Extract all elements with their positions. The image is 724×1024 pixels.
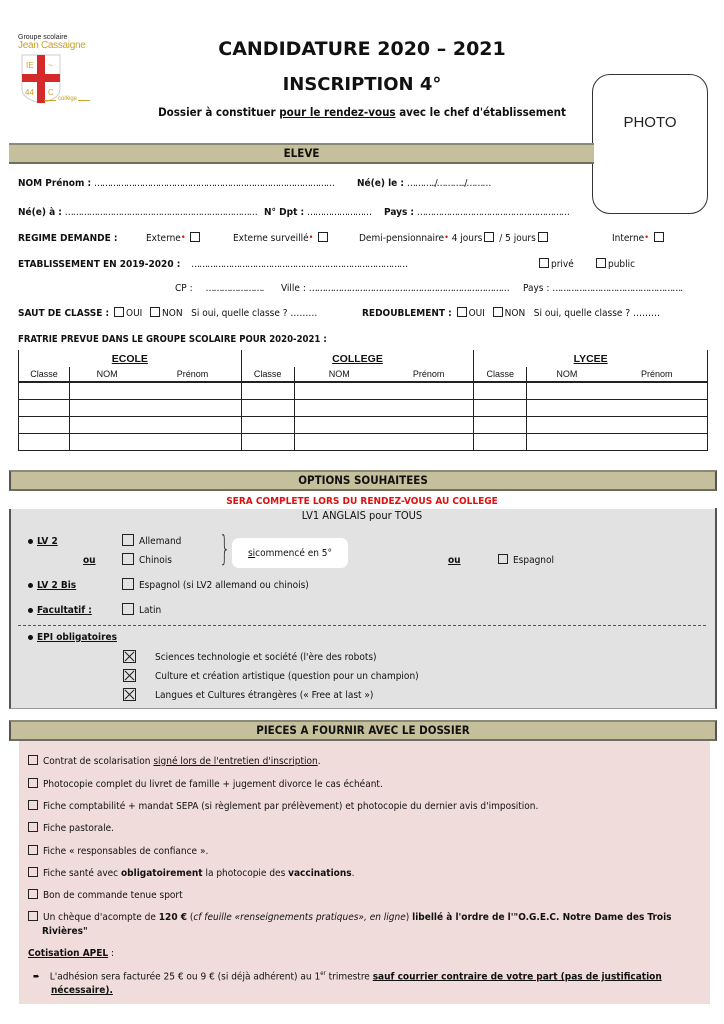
lv2-label: [28, 536, 58, 547]
piece-text-bold: obligatoirement: [121, 868, 203, 879]
piece-item[interactable]: [28, 846, 208, 857]
facultatif-label: [28, 605, 92, 616]
interne-label: Interne: [612, 233, 645, 244]
table-cell[interactable]: [294, 417, 384, 434]
quatre-jours-checkbox[interactable]: [484, 232, 494, 242]
saut-si-oui-field[interactable]: Si oui, quelle classe ? ………: [191, 308, 318, 319]
piece-text: Photocopie complet du livret de famille + jugement divorce le cas échéant.: [43, 779, 383, 790]
fratrie-table: [18, 350, 708, 451]
piece-text-bold: Rivières": [42, 926, 88, 937]
table-cell[interactable]: [527, 382, 607, 400]
piece-text-underlined: signé lors de l'entretien d'inscription: [153, 756, 318, 767]
piece-checkbox[interactable]: [28, 867, 38, 877]
table-cell[interactable]: [241, 382, 294, 400]
epi-label: [28, 632, 117, 643]
brace-icon: }: [219, 529, 231, 569]
dashed-divider: [18, 625, 706, 626]
table-cell[interactable]: [384, 434, 474, 451]
piece-item[interactable]: [28, 890, 183, 901]
table-cell[interactable]: [607, 382, 708, 400]
piece-text: Un chèque d'acompte de: [43, 912, 159, 923]
etablissement-field[interactable]: ………………………………………………………………………: [191, 259, 408, 270]
piece-checkbox[interactable]: [28, 800, 38, 810]
regime-externe[interactable]: [146, 233, 202, 244]
col-prenom: Prénom: [384, 367, 474, 382]
ne-le-label: Né(e) le :: [357, 178, 405, 189]
public-option[interactable]: [594, 259, 635, 270]
ou-label: ou: [448, 555, 461, 566]
externe-surveille-label: Externe surveillé: [233, 233, 309, 244]
apel-sup: er: [320, 970, 326, 977]
si-commence-note: [232, 538, 348, 568]
photo-box[interactable]: [592, 74, 708, 214]
table-row: [19, 382, 708, 400]
logo-college-text: collège: [58, 96, 78, 102]
lv2bis-label: [28, 580, 76, 591]
ou-label: ou: [83, 555, 96, 566]
cp-field[interactable]: ………………….: [205, 283, 264, 294]
table-cell[interactable]: [607, 434, 708, 451]
piece-text: Fiche santé avec: [43, 868, 121, 879]
required-star-icon: •: [180, 233, 186, 243]
table-cell[interactable]: [144, 434, 241, 451]
instruction-underlined: pour le rendez-vous: [279, 105, 396, 119]
externe-checkbox[interactable]: [190, 232, 200, 242]
chinois-checkbox[interactable]: [122, 553, 134, 565]
table-cell[interactable]: [19, 417, 70, 434]
checked-box-icon[interactable]: [123, 669, 136, 682]
table-cell[interactable]: [144, 400, 241, 417]
logo-school-name: Jean Cassaigne: [18, 40, 86, 51]
ne-le-row: [357, 178, 490, 189]
allemand-option[interactable]: [122, 535, 181, 547]
section-banner-options: OPTIONS SOUHAITEES: [9, 470, 717, 491]
latin-option[interactable]: [122, 604, 161, 616]
cinq-jours-checkbox[interactable]: [538, 232, 548, 242]
prive-checkbox[interactable]: [539, 258, 549, 268]
table-cell[interactable]: [69, 417, 144, 434]
allemand-checkbox[interactable]: [122, 534, 134, 546]
etablissement-row: [18, 259, 407, 270]
col-classe: Classe: [241, 367, 294, 382]
saut-oui-label: OUI: [126, 308, 143, 319]
dpt-label: N° Dpt :: [264, 207, 305, 218]
regime-interne[interactable]: [612, 233, 666, 244]
logo-group-text: Groupe scolaire: [18, 34, 68, 41]
table-row: [19, 434, 708, 451]
quatre-jours-label: 4 jours: [451, 233, 483, 244]
redoublement-oui-label: OUI: [468, 308, 485, 319]
svg-text:44: 44: [25, 88, 34, 97]
required-star-icon: •: [308, 233, 314, 243]
table-cell[interactable]: [294, 400, 384, 417]
lv1-heading: LV1 ANGLAIS pour TOUS: [301, 509, 423, 522]
piece-item[interactable]: [28, 801, 538, 812]
lv2bis-option[interactable]: [122, 579, 309, 591]
group-header-college: COLLEGE: [241, 350, 474, 367]
col-nom: NOM: [527, 367, 607, 382]
table-cell[interactable]: [144, 417, 241, 434]
cinq-jours-label: 5 jours: [505, 233, 536, 244]
table-cell[interactable]: [19, 434, 70, 451]
piece-item[interactable]: [28, 779, 383, 790]
apel-text-part: trimestre: [325, 971, 373, 983]
bullet-icon: [28, 635, 33, 640]
piece-text-bold: vaccinations: [288, 868, 352, 879]
ville-field[interactable]: …………………………………………………………………: [308, 283, 509, 294]
apel-text-underlined: sauf courrier contraire de votre part (pas de justification: [372, 971, 662, 983]
lv2bis-option-label: Espagnol (si LV2 allemand ou chinois): [139, 580, 309, 591]
col-classe: Classe: [19, 367, 70, 382]
piece-checkbox[interactable]: [28, 755, 38, 765]
apel-text: [33, 970, 662, 982]
dpt-field[interactable]: ……………………: [306, 207, 371, 218]
checked-box-icon[interactable]: [123, 650, 136, 663]
table-cell[interactable]: [384, 400, 474, 417]
instruction-text: Dossier à constituer: [158, 105, 280, 119]
piece-text: (: [186, 912, 194, 923]
prive-label: privé: [551, 259, 574, 270]
piece-checkbox[interactable]: [28, 822, 38, 832]
piece-text: Bon de commande tenue sport: [43, 890, 183, 901]
si-word: si: [247, 547, 256, 559]
piece-text: Fiche comptabilité + mandat SEPA (si règlement par prélèvement) et photocopie du dernier avis d'imposition.: [43, 801, 539, 812]
lv2-label-text: LV 2: [37, 536, 58, 547]
logo-college-rule: [78, 100, 90, 101]
table-cell[interactable]: [384, 417, 474, 434]
piece-text-italic: cf feuille «renseignements pratiques», en ligne: [193, 912, 406, 923]
svg-text:C: C: [48, 88, 54, 97]
table-cell[interactable]: [144, 382, 241, 400]
redoublement-non-checkbox[interactable]: [493, 307, 503, 317]
redoublement-oui-checkbox[interactable]: [457, 307, 467, 317]
pays2-row: [523, 283, 682, 294]
chinois-option[interactable]: [122, 554, 172, 566]
piece-text: ): [405, 912, 413, 923]
piece-item[interactable]: [28, 756, 321, 767]
table-cell[interactable]: [69, 400, 144, 417]
espagnol-checkbox[interactable]: [498, 554, 508, 564]
externe-surveille-checkbox[interactable]: [318, 232, 328, 242]
checked-box-icon[interactable]: [123, 688, 136, 701]
piece-checkbox[interactable]: [28, 911, 38, 921]
table-cell[interactable]: [19, 382, 70, 400]
table-cell[interactable]: [241, 434, 294, 451]
section-banner-pieces: PIECES A FOURNIR AVEC LE DOSSIER: [9, 720, 717, 741]
group-header-lycee: LYCEE: [474, 350, 708, 367]
epi-item[interactable]: [123, 650, 377, 663]
required-star-icon: •: [444, 233, 449, 243]
table-cell[interactable]: [19, 400, 70, 417]
ville-label: Ville :: [281, 283, 306, 294]
espagnol-label: Espagnol: [513, 555, 555, 566]
piece-text: Contrat de scolarisation: [43, 756, 154, 767]
ne-a-label: Né(e) à :: [18, 207, 62, 218]
table-cell[interactable]: [607, 417, 708, 434]
arrow-icon: ➨: [33, 972, 40, 983]
table-cell[interactable]: [527, 434, 607, 451]
table-cell[interactable]: [527, 417, 607, 434]
ville-row: [281, 283, 509, 294]
epi-item-label: Sciences technologie et société (l'ère des robots): [155, 651, 377, 663]
table-cell[interactable]: [241, 400, 294, 417]
cp-row: [175, 283, 263, 294]
redoublement-row: [362, 308, 660, 319]
instruction-text: avec le chef d'établissement: [395, 105, 566, 119]
fratrie-label: FRATRIE PREVUE DANS LE GROUPE SCOLAIRE POUR 2020-2021 :: [18, 334, 327, 345]
prive-option[interactable]: [537, 259, 574, 270]
options-note: SERA COMPLETE LORS DU RENDEZ-VOUS AU COLLEGE: [226, 496, 498, 507]
si-rest: commencé en 5°: [255, 547, 333, 559]
facultatif-label-text: Facultatif :: [37, 605, 92, 616]
public-label: public: [608, 259, 636, 270]
piece-text-bold: 120 €: [158, 912, 187, 923]
table-cell[interactable]: [241, 417, 294, 434]
apel-label: [28, 948, 114, 959]
table-cell[interactable]: [474, 382, 527, 400]
group-header-ecole: ECOLE: [19, 350, 242, 367]
apel-colon: :: [108, 948, 115, 959]
svg-text:~: ~: [48, 61, 53, 70]
table-cell[interactable]: [527, 400, 607, 417]
photo-label: PHOTO: [623, 113, 677, 131]
saut-non-checkbox[interactable]: [150, 307, 160, 317]
table-row: [19, 417, 708, 434]
saut-non-label: NON: [162, 308, 183, 319]
nom-prenom-row: [18, 178, 334, 189]
col-prenom: Prénom: [607, 367, 708, 382]
epi-item[interactable]: [123, 669, 419, 682]
table-cell[interactable]: [294, 382, 384, 400]
required-star-icon: •: [644, 233, 649, 243]
apel-text-part: L'adhésion sera facturée 25 € ou 9 € (si déjà adhérent) au 1: [49, 971, 321, 983]
separator: /: [499, 233, 503, 244]
etablissement-label: ETABLISSEMENT EN 2019-2020 :: [18, 259, 181, 270]
nom-prenom-label: NOM Prénom :: [18, 178, 92, 189]
piece-checkbox[interactable]: [28, 778, 38, 788]
pays-row: [384, 207, 569, 218]
interne-checkbox[interactable]: [654, 232, 664, 242]
col-classe: Classe: [474, 367, 527, 382]
ne-a-row: [18, 207, 257, 218]
piece-text-bold: libellé à l'ordre de l'"O.G.E.C. Notre Dame des Trois: [412, 912, 672, 923]
piece-text: la photocopie des: [202, 868, 289, 879]
pays2-label: Pays :: [523, 283, 550, 294]
ne-le-field[interactable]: ………../………../………: [406, 178, 491, 189]
col-nom: NOM: [294, 367, 384, 382]
allemand-label: Allemand: [139, 536, 182, 547]
nom-prenom-field[interactable]: ………………………………………………………………………………: [93, 178, 334, 189]
table-cell[interactable]: [474, 400, 527, 417]
col-nom: NOM: [69, 367, 144, 382]
cp-label: CP :: [175, 283, 193, 294]
regime-externe-surveille[interactable]: [233, 233, 330, 244]
dpt-row: [264, 207, 371, 218]
piece-text: .: [351, 868, 355, 879]
epi-item-label: Langues et Cultures étrangères (« Free at last »): [155, 689, 374, 701]
pays-field[interactable]: …………………………………………………: [416, 207, 569, 218]
apel-label-text: Cotisation APEL: [28, 948, 109, 959]
regime-demi-pension[interactable]: [359, 233, 550, 244]
piece-item[interactable]: [28, 868, 354, 879]
epi-item-label: Culture et création artistique (question pour un champion): [155, 670, 419, 682]
pays2-field[interactable]: ………………………………………….: [552, 283, 683, 294]
table-row: [19, 400, 708, 417]
public-checkbox[interactable]: [596, 258, 606, 268]
col-prenom: Prénom: [144, 367, 241, 382]
table-cell[interactable]: [69, 382, 144, 400]
saut-classe-row: [18, 308, 317, 319]
table-cell[interactable]: [294, 434, 384, 451]
page-title: CANDIDATURE 2020 – 2021: [218, 38, 506, 60]
ne-a-field[interactable]: ………………………………………………………………: [64, 207, 257, 218]
piece-text: .: [317, 756, 321, 767]
table-cell[interactable]: [607, 400, 708, 417]
apel-text-underlined: nécessaire).: [51, 985, 113, 996]
bullet-icon: [28, 583, 33, 588]
piece-text: Fiche « responsables de confiance ».: [43, 846, 209, 857]
espagnol-option[interactable]: [498, 555, 554, 566]
table-cell[interactable]: [69, 434, 144, 451]
redoublement-label: REDOUBLEMENT :: [362, 308, 452, 319]
logo-college-rule: [44, 100, 56, 101]
latin-label: Latin: [139, 605, 162, 616]
lv2bis-label-text: LV 2 Bis: [37, 580, 77, 591]
piece-text: Fiche pastorale.: [43, 823, 115, 834]
pays-label: Pays :: [384, 207, 415, 218]
redoublement-non-label: NON: [504, 308, 526, 319]
chinois-label: Chinois: [139, 555, 172, 566]
piece-item[interactable]: [28, 912, 672, 923]
externe-label: Externe: [146, 233, 181, 244]
saut-oui-checkbox[interactable]: [114, 307, 124, 317]
lv2bis-checkbox[interactable]: [122, 578, 134, 590]
epi-item[interactable]: [123, 688, 373, 701]
table-cell[interactable]: [384, 382, 474, 400]
demi-pension-label: Demi-pensionnaire: [359, 233, 445, 244]
regime-label: [18, 233, 117, 244]
latin-checkbox[interactable]: [122, 603, 134, 615]
section-banner-eleve: ELEVE: [9, 143, 594, 164]
redoublement-si-oui-field[interactable]: Si oui, quelle classe ? ………: [533, 308, 660, 319]
table-cell[interactable]: [474, 417, 527, 434]
regime-label-text: REGIME DEMANDE :: [18, 233, 118, 244]
epi-label-text: EPI obligatoires: [37, 632, 117, 643]
bullet-icon: [28, 608, 33, 613]
piece-checkbox[interactable]: [28, 845, 38, 855]
piece-checkbox[interactable]: [28, 889, 38, 899]
svg-text:IE: IE: [26, 61, 34, 70]
page-subtitle: INSCRIPTION 4°: [282, 74, 442, 95]
table-cell[interactable]: [474, 434, 527, 451]
saut-classe-label: SAUT DE CLASSE :: [18, 308, 110, 319]
piece-item[interactable]: [28, 823, 114, 834]
bullet-icon: [28, 539, 33, 544]
